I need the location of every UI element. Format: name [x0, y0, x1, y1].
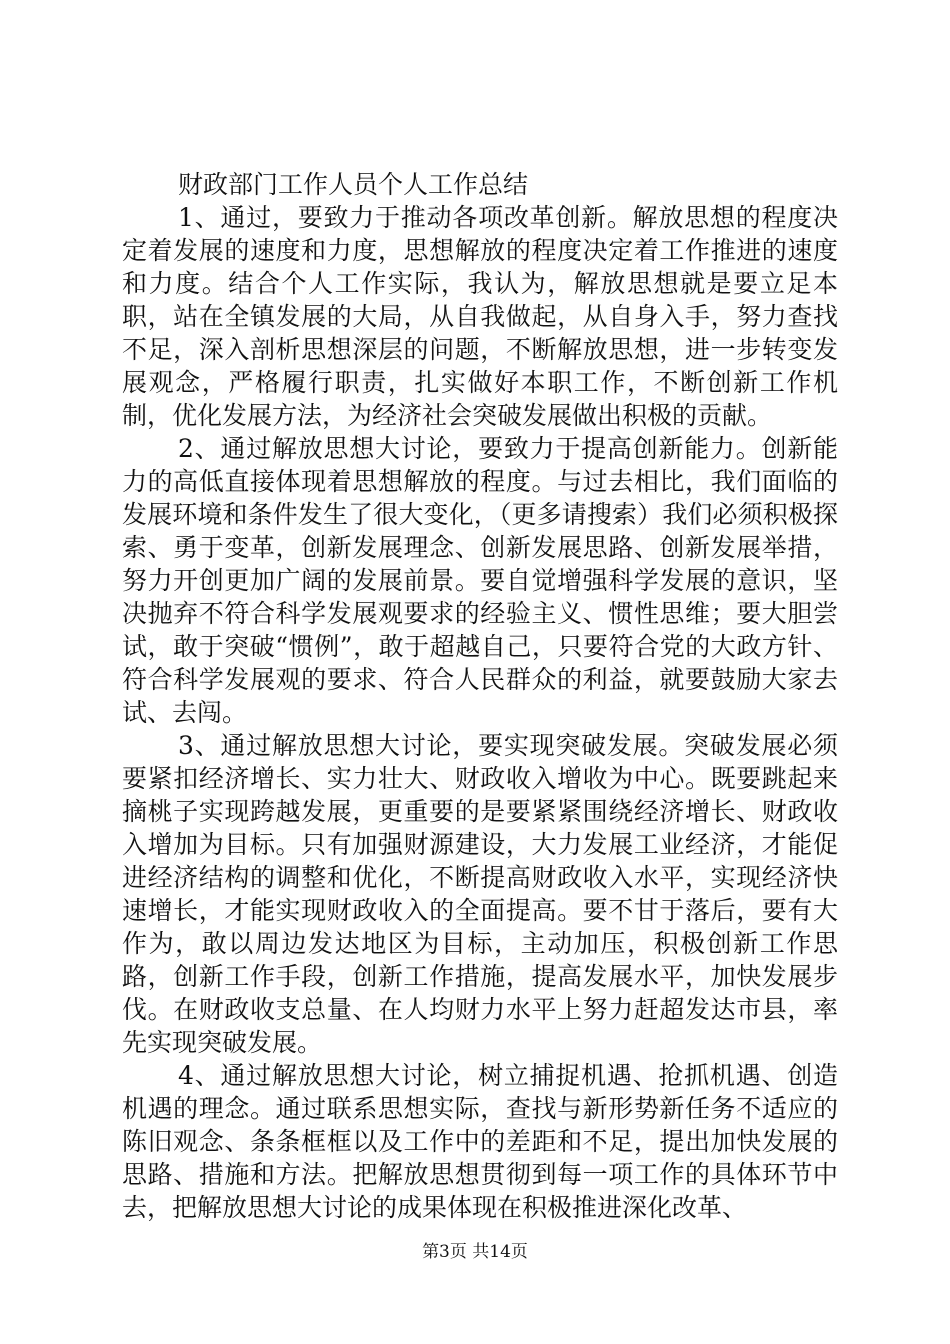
- paragraph-1: 1、通过，要致力于推动各项改革创新。解放思想的程度决定着发展的速度和力度，思想解放的程度决定着工作推进的速度和力度。结合个人工作实际，我认为，解放思想就是要立足本职，站在全镇发展的大局，从自我做起，从自身入手，努力查找不足，深入剖析思想深层的问题，不断解放思想，进一步转变发展观念，严格履行职责，扎实做好本职工作，不断创新工作机制，优化发展方法，为经济社会突破发展做出积极的贡献。: [122, 203, 838, 430]
- paragraph-4: 4、通过解放思想大讨论，树立捕捉机遇、抢抓机遇、创造机遇的理念。通过联系思想实际，查找与新形势新任务不适应的陈旧观念、条条框框以及工作中的差距和不足，提出加快发展的思路、措施和方法。把解放思想贯彻到每一项工作的具体环节中去，把解放思想大讨论的成果体现在积极推进深化改革、: [122, 1061, 838, 1222]
- paragraph-2: 2、通过解放思想大讨论，要致力于提高创新能力。创新能力的高低直接体现着思想解放的程度。与过去相比，我们面临的发展环境和条件发生了很大变化，（更多请搜索）我们必须积极探索、勇于变革，创新发展理念、创新发展思路、创新发展举措，努力开创更加广阔的发展前景。要自觉增强科学发展的意识，坚决抛弃不符合科学发展观要求的经验主义、惯性思维；要大胆尝试，敢于突破“惯例”，敢于超越自己，只要符合党的大政方针、符合科学发展观的要求、符合人民群众的利益，就要鼓励大家去试、去闯。: [122, 434, 838, 727]
- page-number: 第3页 共14页: [422, 1242, 528, 1262]
- document-body: [122, 168, 838, 1224]
- document-title: 财政部门工作人员个人工作总结: [178, 170, 529, 199]
- paragraph-3: 3、通过解放思想大讨论，要实现突破发展。突破发展必须要紧扣经济增长、实力壮大、财政收入增收为中心。既要跳起来摘桃子实现跨越发展，更重要的是要紧紧围绕经济增长、财政收入增加为目标。只有加强财源建设，大力发展工业经济，才能促进经济结构的调整和优化，不断提高财政收入水平，实现经济快速增长，才能实现财政收入的全面提高。要不甘于落后，要有大作为，敢以周边发达地区为目标，主动加压，积极创新工作思路，创新工作手段，创新工作措施，提高发展水平，加快发展步伐。在财政收支总量、在人均财力水平上努力赶超发达市县，率先实现突破发展。: [122, 731, 838, 1057]
